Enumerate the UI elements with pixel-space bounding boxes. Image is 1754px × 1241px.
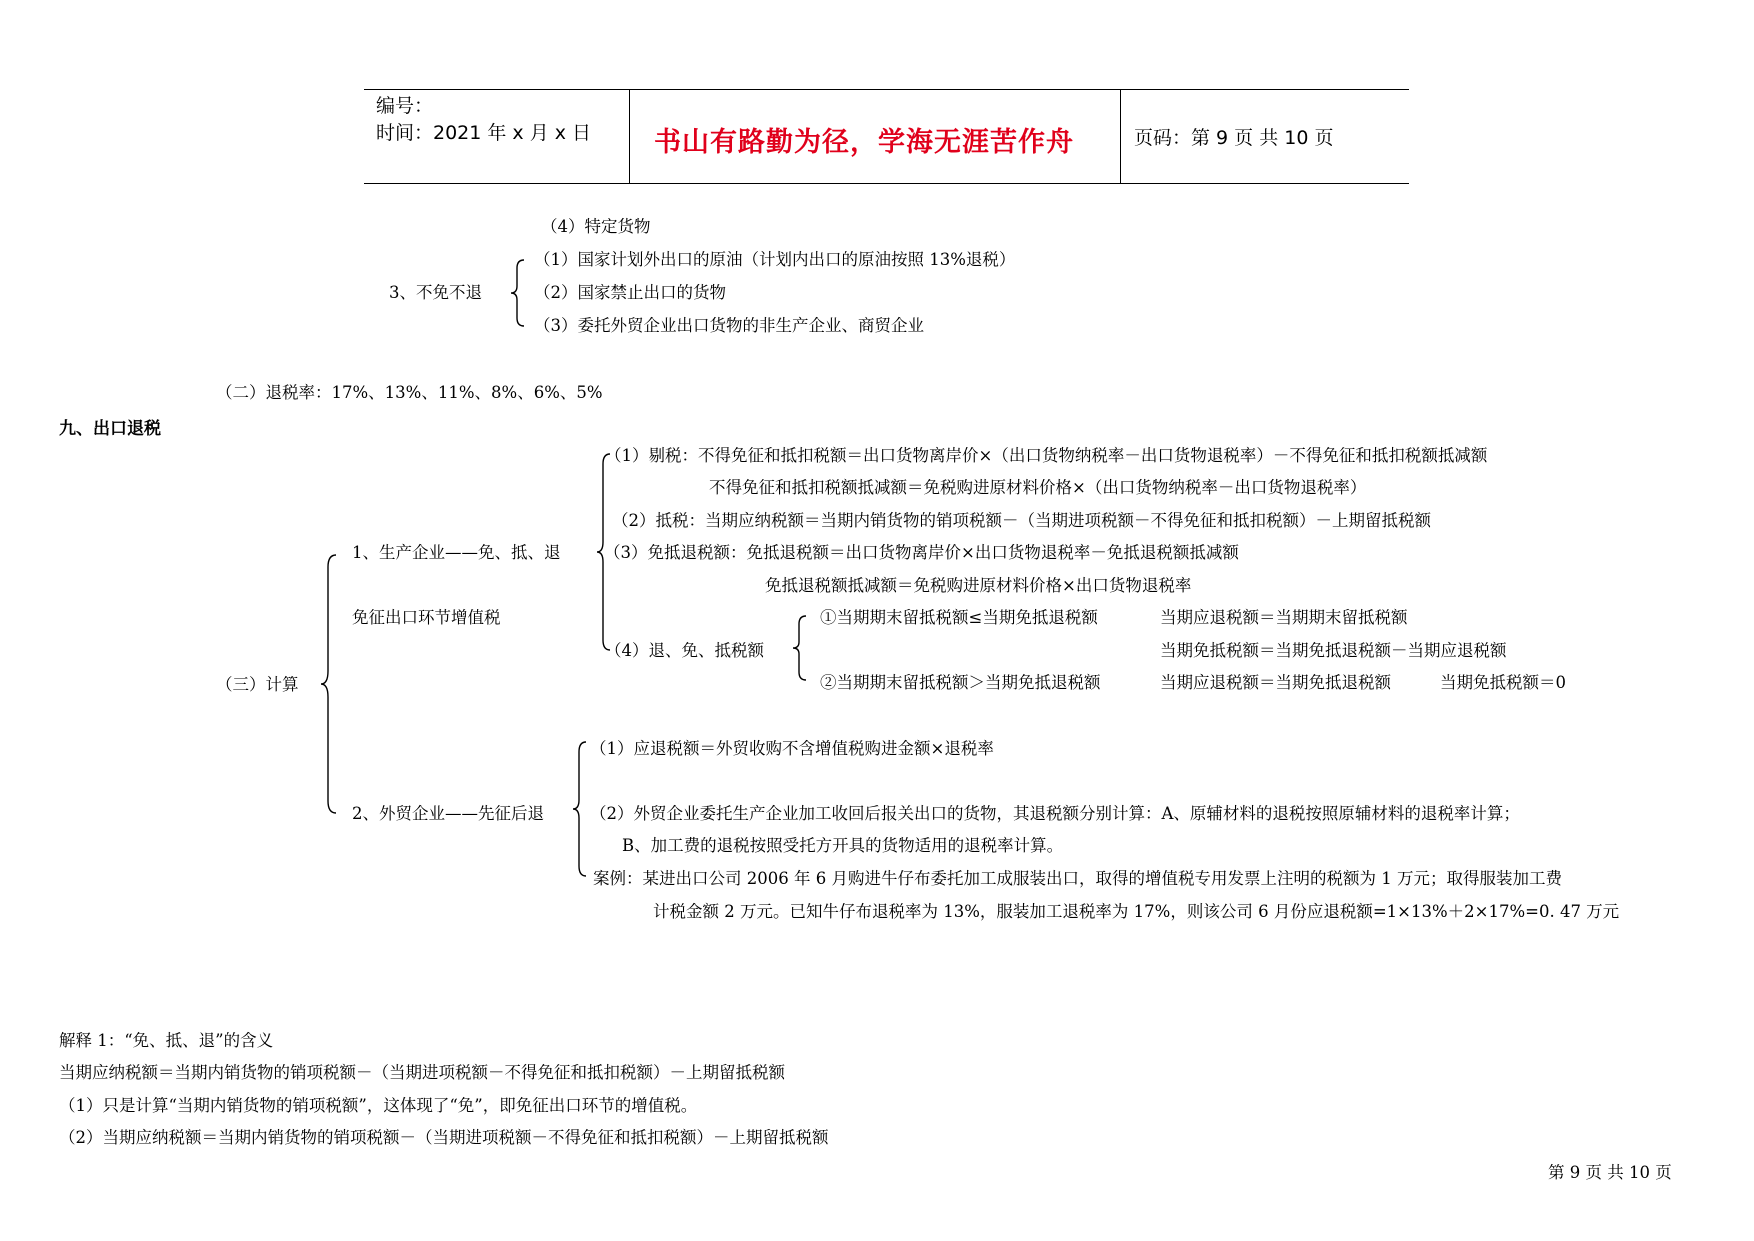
production-subtitle: 免征出口环节增值税 bbox=[352, 608, 501, 627]
production-line-2: （2）抵税：当期应纳税额＝当期内销货物的销项税额－（当期进项税额－不得免征和抵扣税额）－上期留抵税额 bbox=[612, 511, 1431, 530]
brace-refund-cases bbox=[791, 614, 809, 682]
trade-line-2a: （2）外贸企业委托生产企业加工收回后报关出口的货物，其退税额分别计算：A、原辅材料的退税按照原辅材料的退税率计算； bbox=[590, 804, 1520, 823]
brace-calc bbox=[318, 553, 340, 815]
header-divider-right bbox=[1120, 89, 1121, 183]
production-title: 1、生产企业——免、抵、退 bbox=[352, 543, 561, 562]
explain-line-2: （1）只是计算“当期内销货物的销项税额”，这体现了“免”，即免征出口环节的增值税。 bbox=[59, 1096, 698, 1115]
production-line-1a: （1）剔税：不得免征和抵扣税额＝出口货物离岸价×（出口货物纳税率－出口货物退税率）－不得免征和抵扣税额抵减额 bbox=[605, 446, 1488, 465]
case-1-refund: 当期应退税额＝当期期末留抵税额 bbox=[1160, 608, 1408, 627]
refund-rate: （二）退税率：17%、13%、11%、8%、6%、5% bbox=[216, 383, 603, 402]
case-2-refund: 当期应退税额＝当期免抵退税额 bbox=[1160, 673, 1391, 692]
case-2-exempt: 当期免抵税额＝0 bbox=[1440, 673, 1566, 692]
number-label: 编号： bbox=[376, 95, 434, 117]
no-exempt-no-refund-title: 3、不免不退 bbox=[389, 283, 482, 302]
trade-case-line-a: 案例：某进出口公司 2006 年 6 月购进牛仔布委托加工成服装出口，取得的增值税专用发票上注明的税额为 1 万元；取得服装加工费 bbox=[593, 869, 1562, 888]
trade-line-2b: B、加工费的退税按照受托方开具的货物适用的退税率计算。 bbox=[622, 836, 1064, 855]
section3-item-2: （2）国家禁止出口的货物 bbox=[534, 283, 726, 302]
production-line-3b: 免抵退税额抵减额＝免税购进原材料价格×出口货物退税率 bbox=[765, 576, 1192, 595]
explain-line-1: 当期应纳税额＝当期内销货物的销项税额－（当期进项税额－不得免征和抵扣税额）－上期留抵税额 bbox=[59, 1063, 785, 1082]
production-line-4: （4）退、免、抵税额 bbox=[605, 641, 764, 660]
motto: 书山有路勤为径，学海无涯苦作舟 bbox=[654, 127, 1074, 158]
case-1: ①当期期末留抵税额≤当期免抵退税额 bbox=[820, 608, 1098, 627]
explain-title: 解释 1：“免、抵、退”的含义 bbox=[59, 1031, 274, 1050]
section3-item-3: （3）委托外贸企业出口货物的非生产企业、商贸企业 bbox=[534, 316, 924, 335]
time-label: 时间：2021 年 x 月 x 日 bbox=[376, 122, 592, 144]
explain-line-3: （2）当期应纳税额＝当期内销货物的销项税额－（当期进项税额－不得免征和抵扣税额）－上期留抵税额 bbox=[59, 1128, 829, 1147]
case-2: ②当期期末留抵税额＞当期免抵退税额 bbox=[820, 673, 1101, 692]
production-line-1b: 不得免征和抵扣税额抵减额＝免税购进原材料价格×（出口货物纳税率－出口货物退税率） bbox=[709, 478, 1367, 497]
brace-section3 bbox=[508, 258, 528, 328]
header-bottom-rule bbox=[364, 183, 1409, 184]
case-1-exempt: 当期免抵税额＝当期免抵退税额－当期应退税额 bbox=[1160, 641, 1507, 660]
brace-trade bbox=[571, 740, 589, 878]
page-footer: 第 9 页 共 10 页 bbox=[1548, 1163, 1672, 1182]
trade-line-1: （1）应退税额＝外贸收购不含增值税购进金额×退税率 bbox=[590, 739, 994, 758]
trade-case-line-b: 计税金额 2 万元。已知牛仔布退税率为 13%，服装加工退税率为 17%，则该公司 6 月份应退税额=1×13%＋2×17%=0. 47 万元 bbox=[653, 902, 1620, 921]
page-info: 页码：第 9 页 共 10 页 bbox=[1134, 127, 1334, 149]
section-heading-export-refund: 九、出口退税 bbox=[59, 419, 161, 439]
header-divider-left bbox=[629, 89, 630, 183]
header-top-rule bbox=[364, 89, 1409, 90]
trade-title: 2、外贸企业——先征后退 bbox=[352, 804, 544, 823]
section3-item-1: （1）国家计划外出口的原油（计划内出口的原油按照 13%退税） bbox=[534, 250, 1016, 269]
special-goods-item: （4）特定货物 bbox=[541, 217, 651, 236]
production-line-3a: （3）免抵退税额：免抵退税额＝出口货物离岸价×出口货物退税率－免抵退税额抵减额 bbox=[604, 543, 1239, 562]
calc-label: （三）计算 bbox=[216, 675, 299, 694]
